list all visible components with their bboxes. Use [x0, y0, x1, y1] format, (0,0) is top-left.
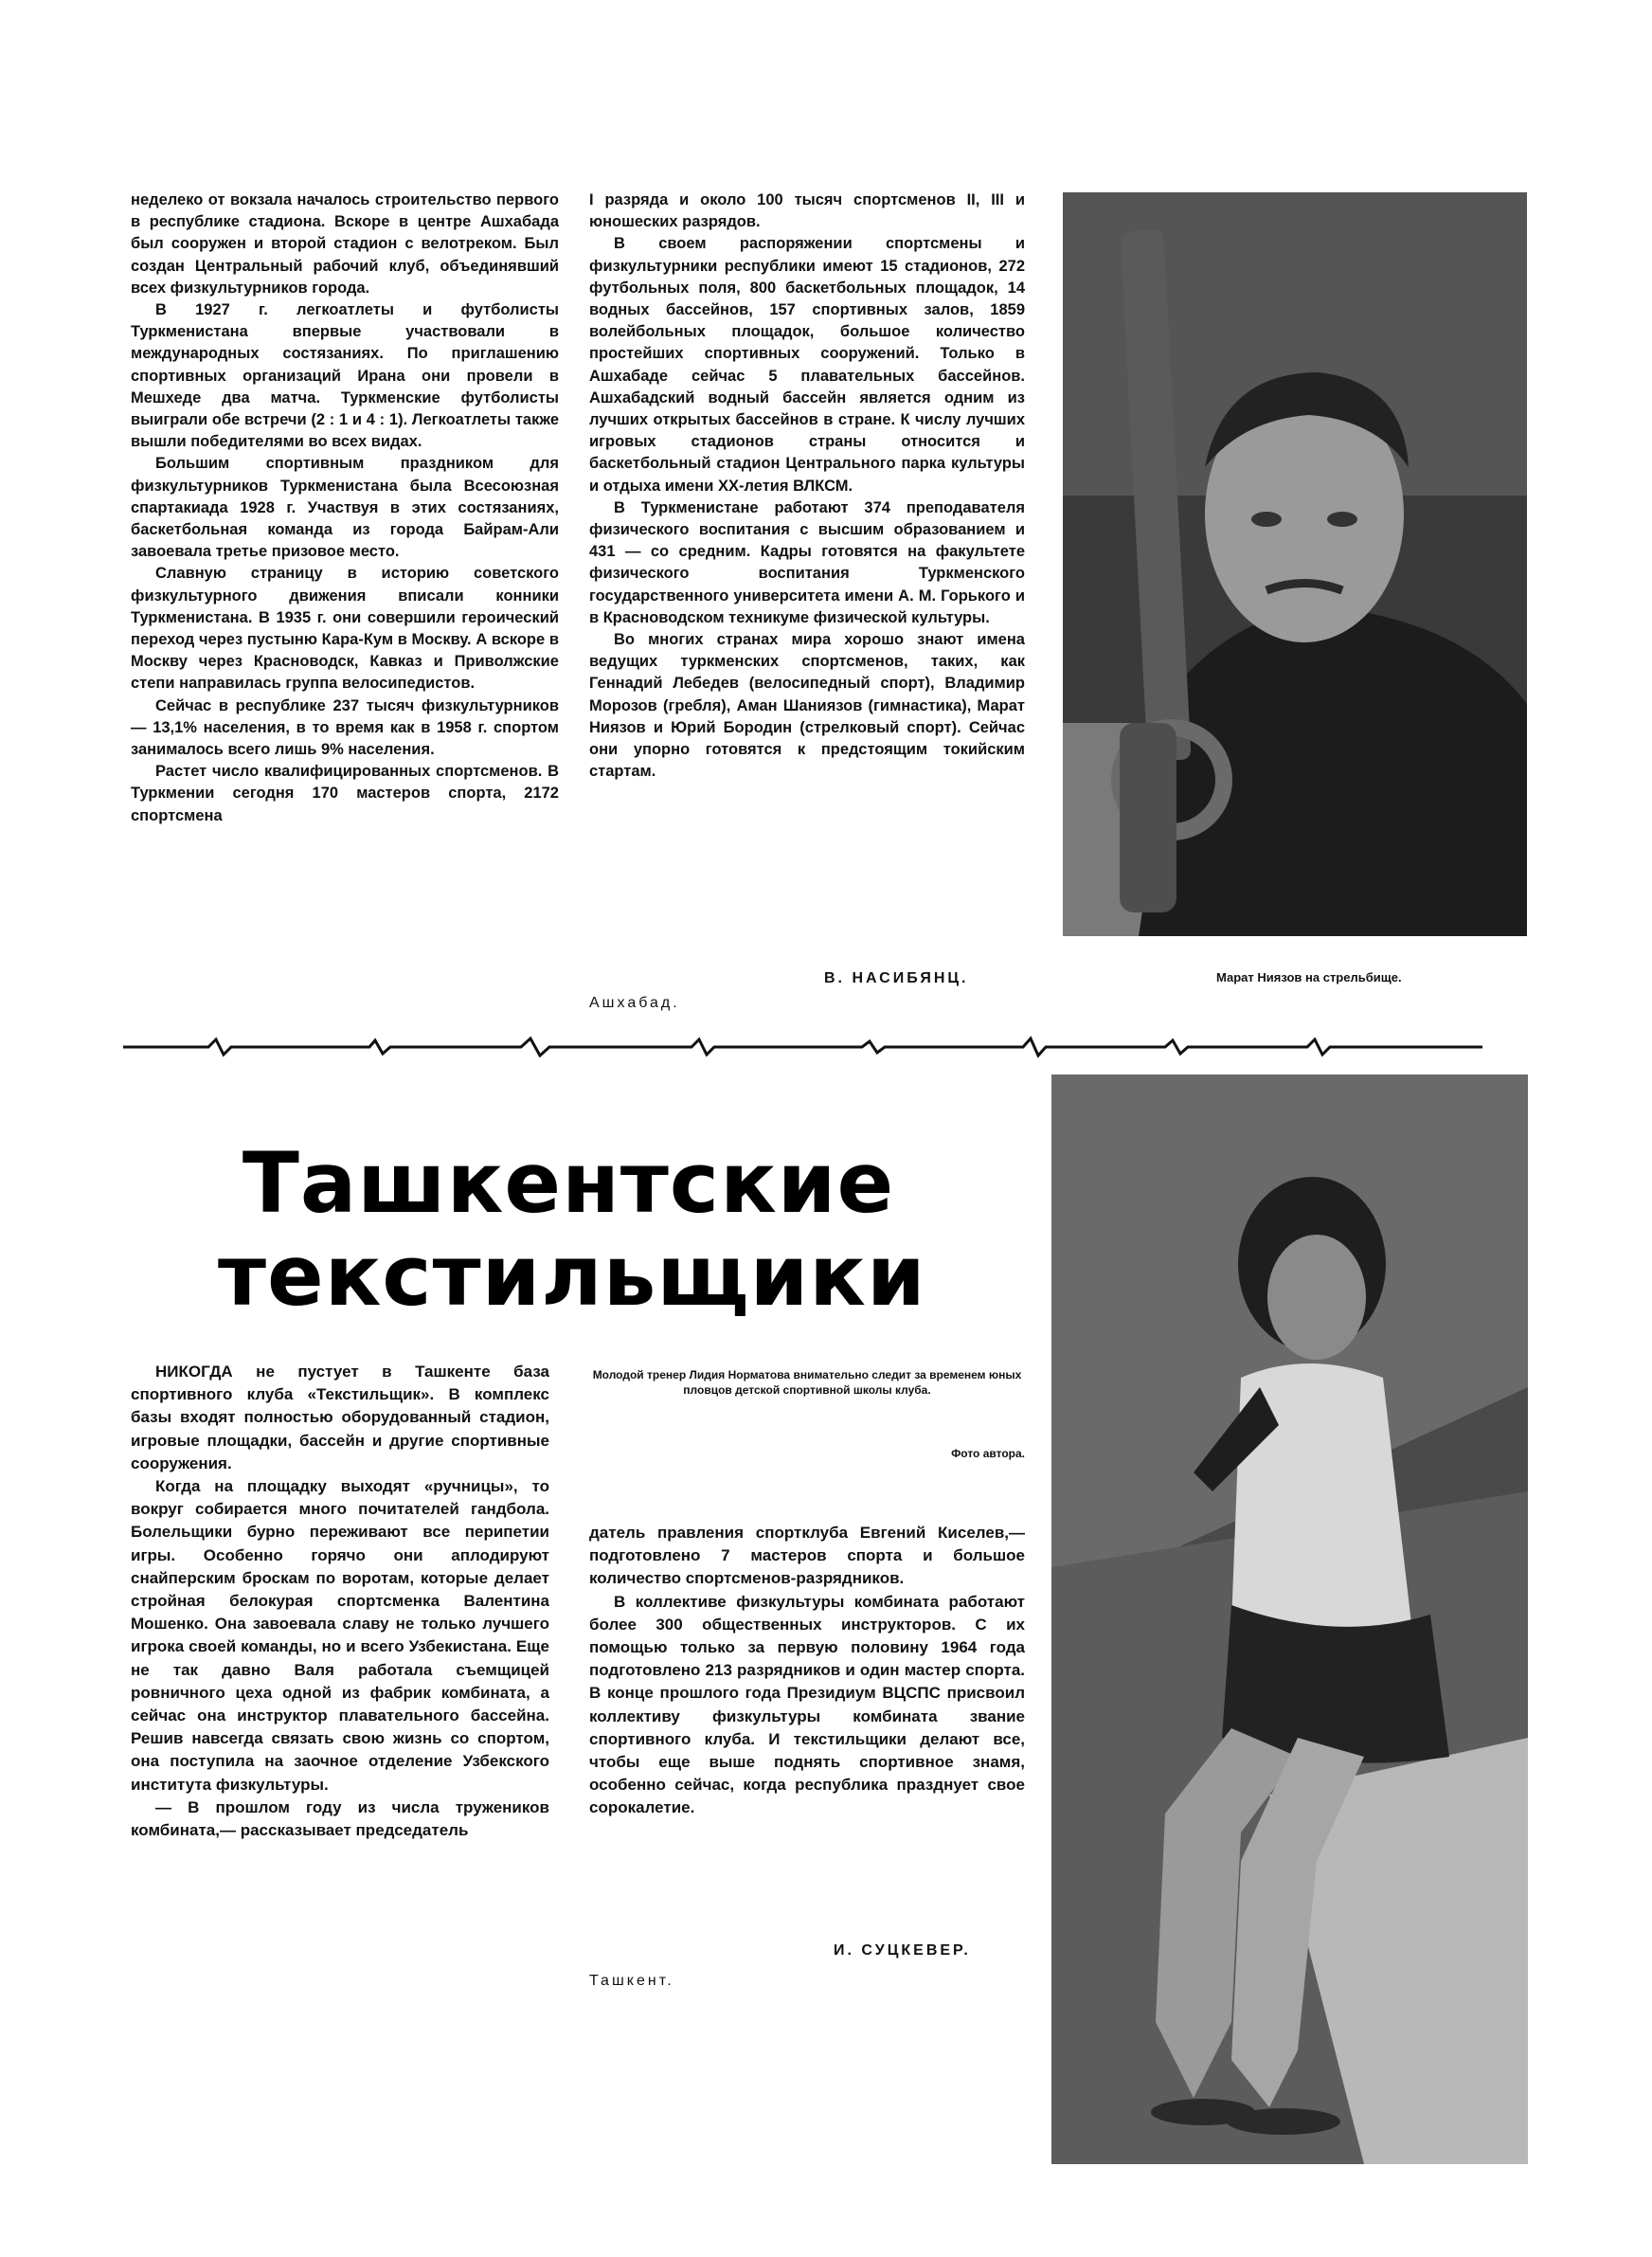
- paragraph: — В прошлом году из числа тружеников комбината,— рассказывает председатель: [131, 1797, 549, 1840]
- photo-caption-lidiya: [589, 1367, 1025, 1398]
- paragraph: В своем распоряжении спортсмены и физкультурники республики имеют 15 стадионов, 272 футбольных поля, 800 баскетбольных площадок, 14 водных бассейнов, 157 спортивных залов, 1859 волейбольных площадок, большое количество простейших спортивных сооружений. Только в Ашхабаде сейчас 5 плавательных бассейнов. Ашхабадский водный бассейн является одним из лучших открытых бассейнов в стране. К числу лучших игровых стадионов страны относится и баскетбольный стадион Центрального парка культуры и отдыха имени XX-летия ВЛКСМ.: [589, 235, 1025, 495]
- photo-credit: Фото автора.: [951, 1447, 1025, 1460]
- decorative-divider: [123, 1031, 1482, 1063]
- title-line1: Ташкентские: [242, 1134, 895, 1232]
- article2-column1: [131, 1361, 549, 1842]
- paragraph: Когда на площадку выходят «ручницы», то вокруг собирается много почитателей гандбола. Болельщики бурно переживают все перипетии игры. Особенно горячо они аплодируют снайперским броскам по воротам, которые делает стройная белокурая спортсменка Валентина Мошенко. Она завоевала славу не только лучшего игрока своей команды, но и всего Узбекистана. Еще не так давно Валя работала съемщицей ровничного цеха одной из фабрик комбината, а сейчас она инструктор плавательного бассейна. Решив навсегда связать свою жизнь со спортом, она поступила на заочное отделение Узбекского института физкультуры.: [131, 1477, 549, 1794]
- photo-marat-niyazov: [1063, 192, 1527, 936]
- article2-place: Ташкент.: [589, 1973, 674, 1989]
- paragraph: неделеко от вокзала началось строительство первого в республике стадиона. Вскоре в центре Ашхабада был сооружен и второй стадион с велотреком. Был создан Центральный рабочий клуб, объединявший всех физкультурников города.: [131, 191, 559, 297]
- swimming-coach-illustration: [1051, 1074, 1528, 2164]
- photo-lidiya-normatova: [1051, 1074, 1528, 2164]
- article1-author: В. НАСИБЯНЦ.: [824, 970, 969, 986]
- paragraph: Во многих странах мира хорошо знают имена ведущих туркменских спортсменов, таких, как Геннадий Лебедев (велосипедный спорт), Владимир Морозов (гребля), Аман Шаниязов (гимнастика), Марат Ниязов и Юрий Бородин (стрелковый спорт). Сейчас они упорно готовятся к предстоящим токийским стартам.: [589, 631, 1025, 781]
- article2-author: И. СУЦКЕВЕР.: [834, 1942, 971, 1959]
- title-line2: текстильщики: [218, 1227, 926, 1325]
- paragraph: Большим спортивным праздником для физкультурников Туркменистана была Всесоюзная спартакиада 1928 г. Участвуя в этих состязаниях, баскетбольная команда из города Байрам-Али завоевала третье призовое место.: [131, 455, 559, 561]
- paragraph: Сейчас в республике 237 тысяч физкультурников — 13,1% населения, в то время как в 1958 г. спортом занималось всего лишь 9% населения.: [131, 696, 559, 759]
- article1-column2: [589, 190, 1025, 783]
- shooter-illustration: [1063, 192, 1527, 936]
- photo-caption: Марат Ниязов на стрельбище.: [1216, 970, 1402, 984]
- paragraph: датель правления спортклуба Евгений Киселев,— подготовлено 7 мастеров спорта и большое количество спортсменов-разрядников.: [589, 1524, 1025, 1588]
- paragraph: НИКОГДА не пустует в Ташкенте база спортивного клуба «Текстильщик». В комплекс базы входят полностью оборудованный стадион, игровые площадки, бассейн и другие спортивные сооружения.: [131, 1363, 549, 1472]
- paragraph: I разряда и около 100 тысяч спортсменов II, III и юношеских разрядов.: [589, 191, 1025, 231]
- article2-title: [218, 1134, 926, 1325]
- paragraph: Славную страницу в историю советского физкультурного движения вписали конники Туркменистана. В 1935 г. они совершили героический переход через пустыню Кара-Кум в Москву. А вскоре в Москву через Красноводск, Кавказ и Приволжские степи направилась группа велосипедистов.: [131, 565, 559, 693]
- article1-place: Ашхабад.: [589, 995, 680, 1011]
- paragraph: В Туркменистане работают 374 преподавателя физического воспитания с высшим образованием и 431 — со средним. Кадры готовятся на факультете физического воспитания Туркменского государственного университета имени А. М. Горького и в Красноводском техникуме физической культуры.: [589, 498, 1025, 626]
- paragraph: В коллективе физкультуры комбината работают более 300 общественных инструкторов. С их помощью только за первую половину 1964 года подготовлено 213 разрядников и один мастер спорта. В конце прошлого года Президиум ВЦСПС присвоил коллективу физкультуры комбината звание спортивного клуба. И текстильщики делают все, чтобы еще выше поднять спортивное знамя, особенно сейчас, когда республика празднует свое сорокалетие.: [589, 1592, 1025, 1817]
- article1-column1: [131, 190, 559, 827]
- article2-column2: [589, 1522, 1025, 1820]
- caption-text: Молодой тренер Лидия Норматова внимательно следит за временем юных пловцов детской спортивной школы клуба.: [592, 1368, 1022, 1397]
- paragraph: В 1927 г. легкоатлеты и футболисты Туркменистана впервые участвовали в международных состязаниях. По приглашению спортивных организаций Ирана они провели в Мешхеде два матча. Туркменские футболисты выиграли обе встречи (2 : 1 и 4 : 1). Легкоатлеты также вышли победителями во всех видах.: [131, 301, 559, 451]
- paragraph: Растет число квалифицированных спортсменов. В Туркмении сегодня 170 мастеров спорта, 2172 спортсмена: [131, 763, 559, 824]
